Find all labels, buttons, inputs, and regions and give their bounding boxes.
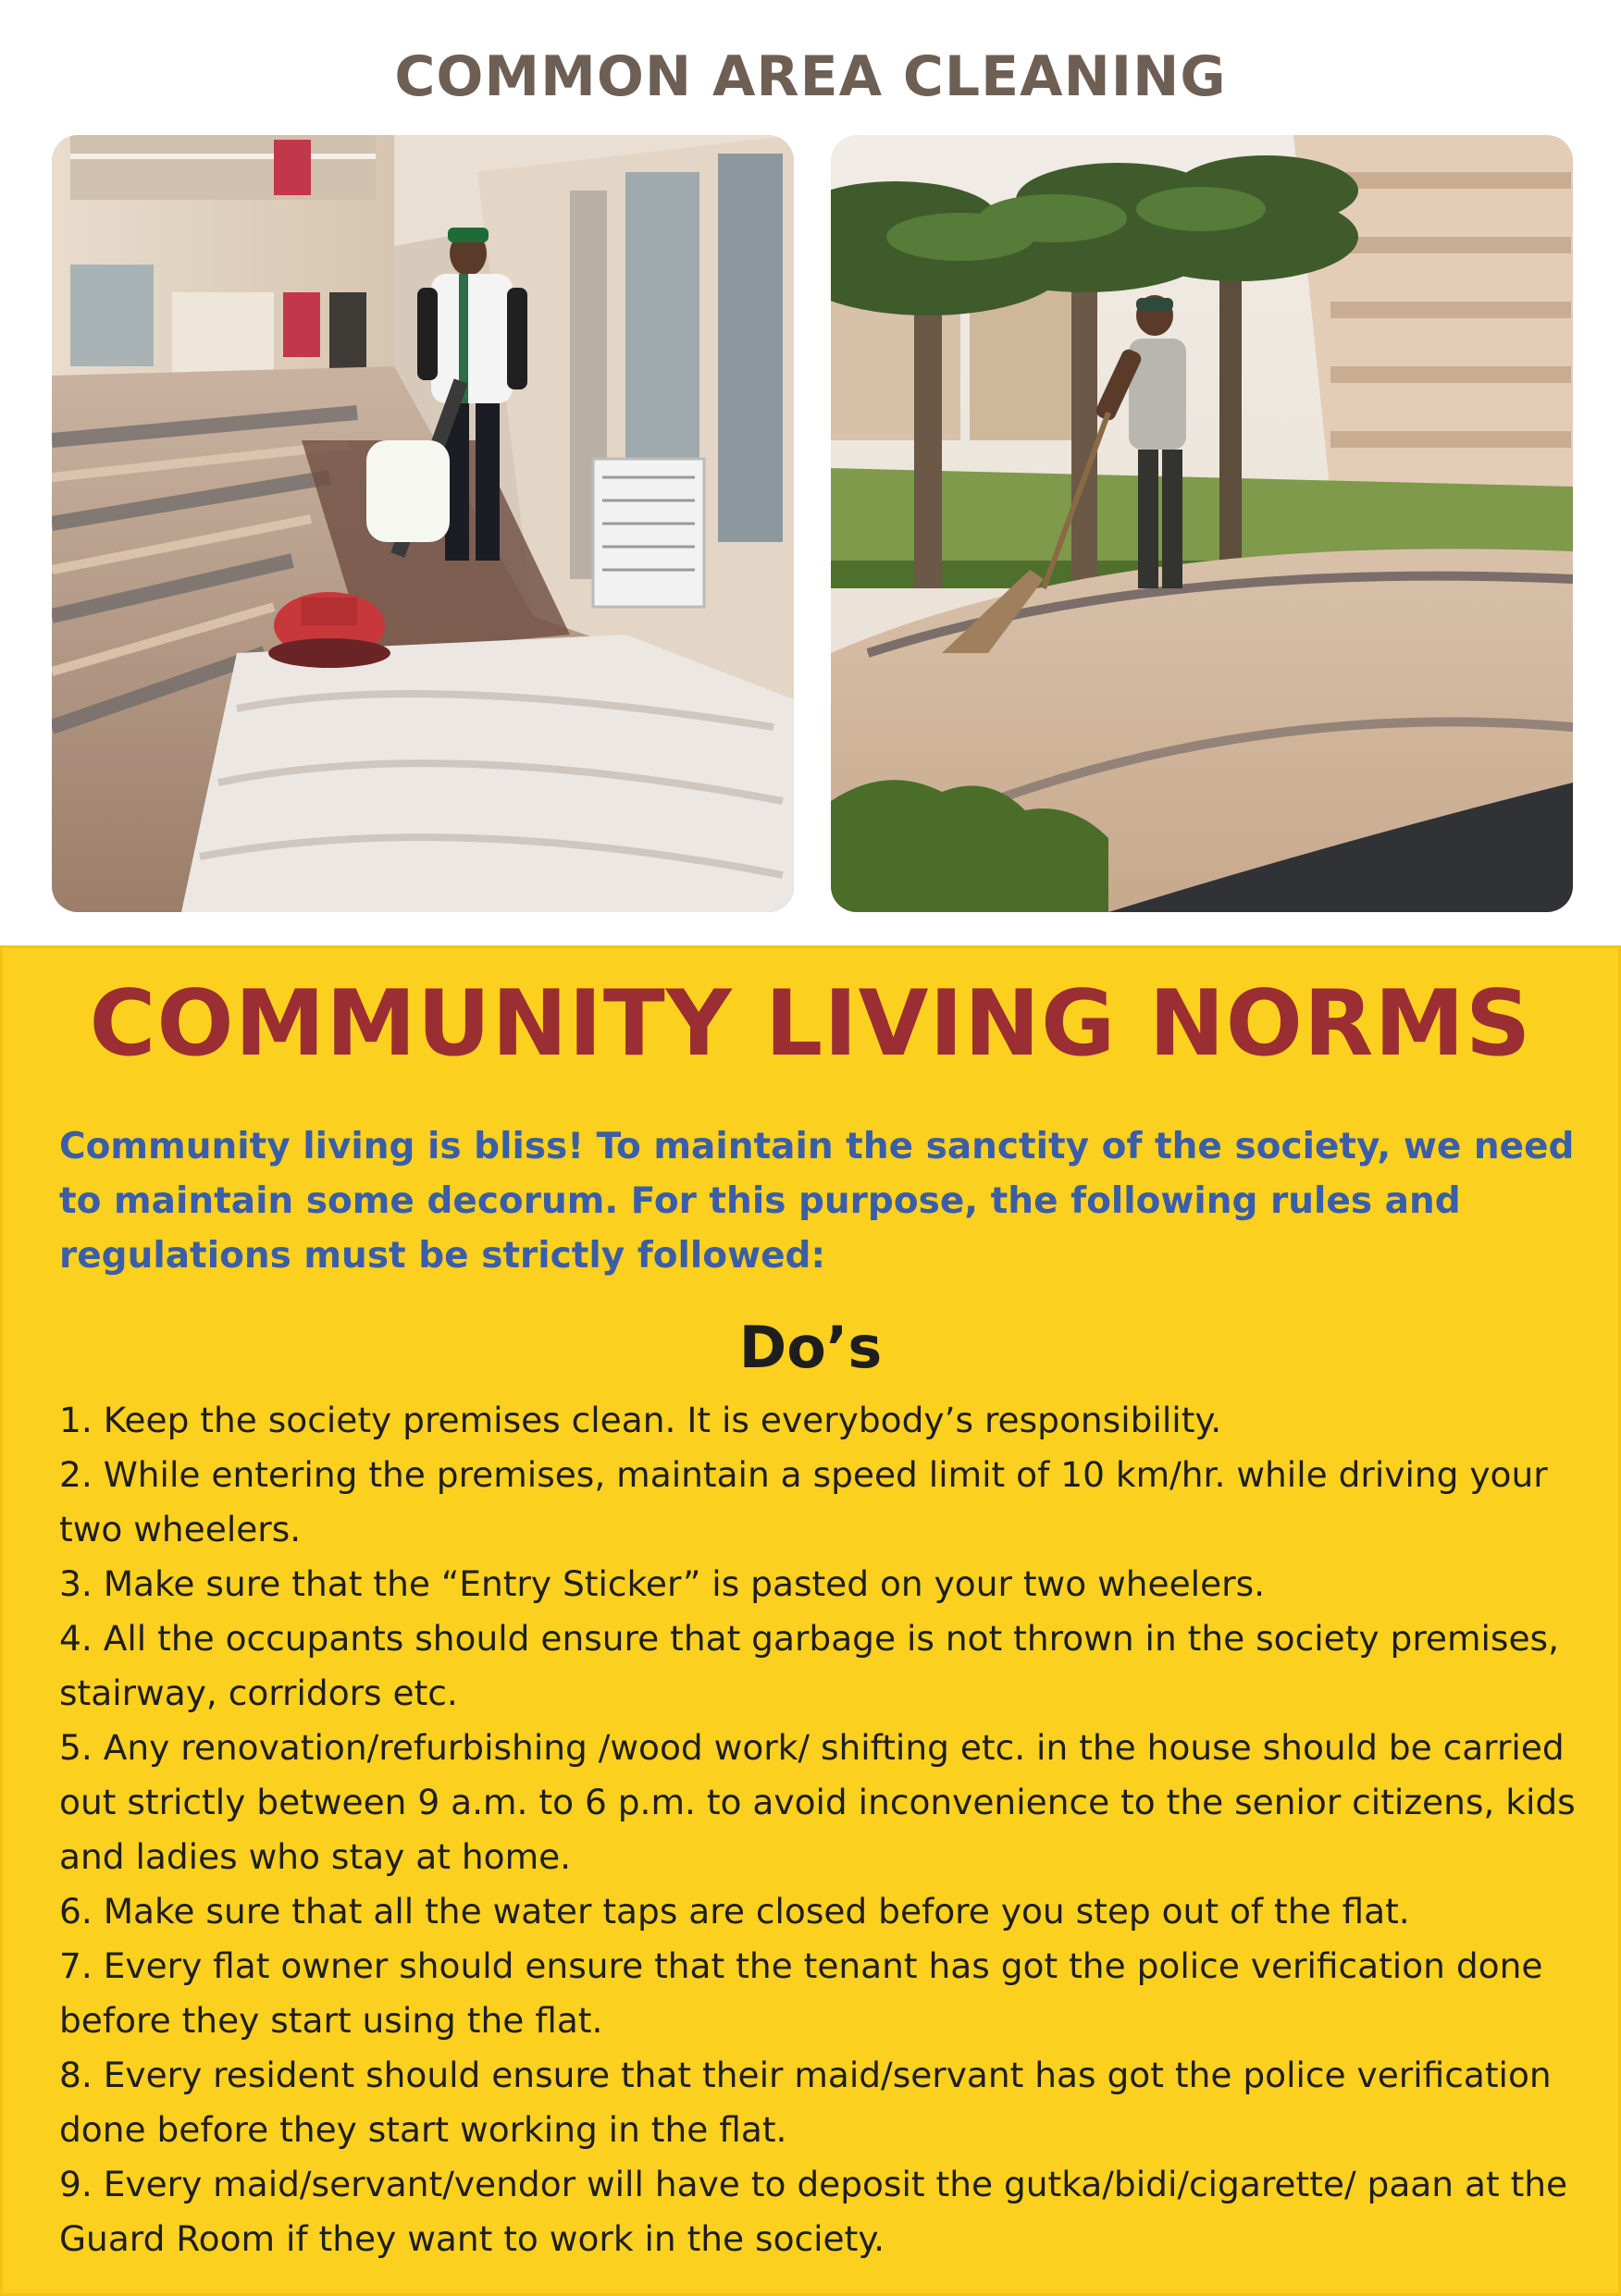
dos-item: 9. Every maid/servant/vendor will have to deposit the gutka/bidi/cigarette/ paan at the Guard Room if they want to work in the society.: [59, 2164, 1568, 2259]
dos-heading: Do’s: [738, 1314, 883, 1381]
dos-item: 4. All the occupants should ensure that garbage is not thrown in the society premises, stairway, corridors etc.: [59, 1618, 1559, 1713]
photo-sweeping: [831, 135, 1573, 912]
dos-item: 6. Make sure that all the water taps are closed before you step out of the flat.: [59, 1891, 1410, 1932]
photo-floor-scrubbing: [52, 135, 794, 912]
norms-title: COMMUNITY LIVING NORMS: [89, 971, 1532, 1077]
norms-intro: Community living is bliss! To maintain the sanctity of the society, we need to maintain some decorum. For this purpose, the following rules and regulations must be strictly followed:: [59, 1126, 1575, 1277]
dos-item: 5. Any renovation/refurbishing /wood work/ shifting etc. in the house should be carried out strictly between 9 a.m. to 6 p.m. to avoid inconvenience to the senior citizens, kids and ladies who stay at home.: [59, 1727, 1576, 1877]
dos-item: 1. Keep the society premises clean. It is everybody’s responsibility.: [59, 1400, 1222, 1440]
dos-item: 3. Make sure that the “Entry Sticker” is pasted on your two wheelers.: [59, 1563, 1266, 1604]
dos-item: 7. Every flat owner should ensure that the tenant has got the police verification done before they start using the flat.: [59, 1945, 1543, 2041]
dos-list: [59, 1393, 1586, 2266]
dos-item: 8. Every resident should ensure that their maid/servant has got the police verification done before they start working in the flat.: [59, 2055, 1552, 2150]
cleaning-title: COMMON AREA CLEANING: [394, 44, 1227, 109]
dos-item: 2. While entering the premises, maintain a speed limit of 10 km/hr. while driving your two wheelers.: [59, 1454, 1548, 1549]
